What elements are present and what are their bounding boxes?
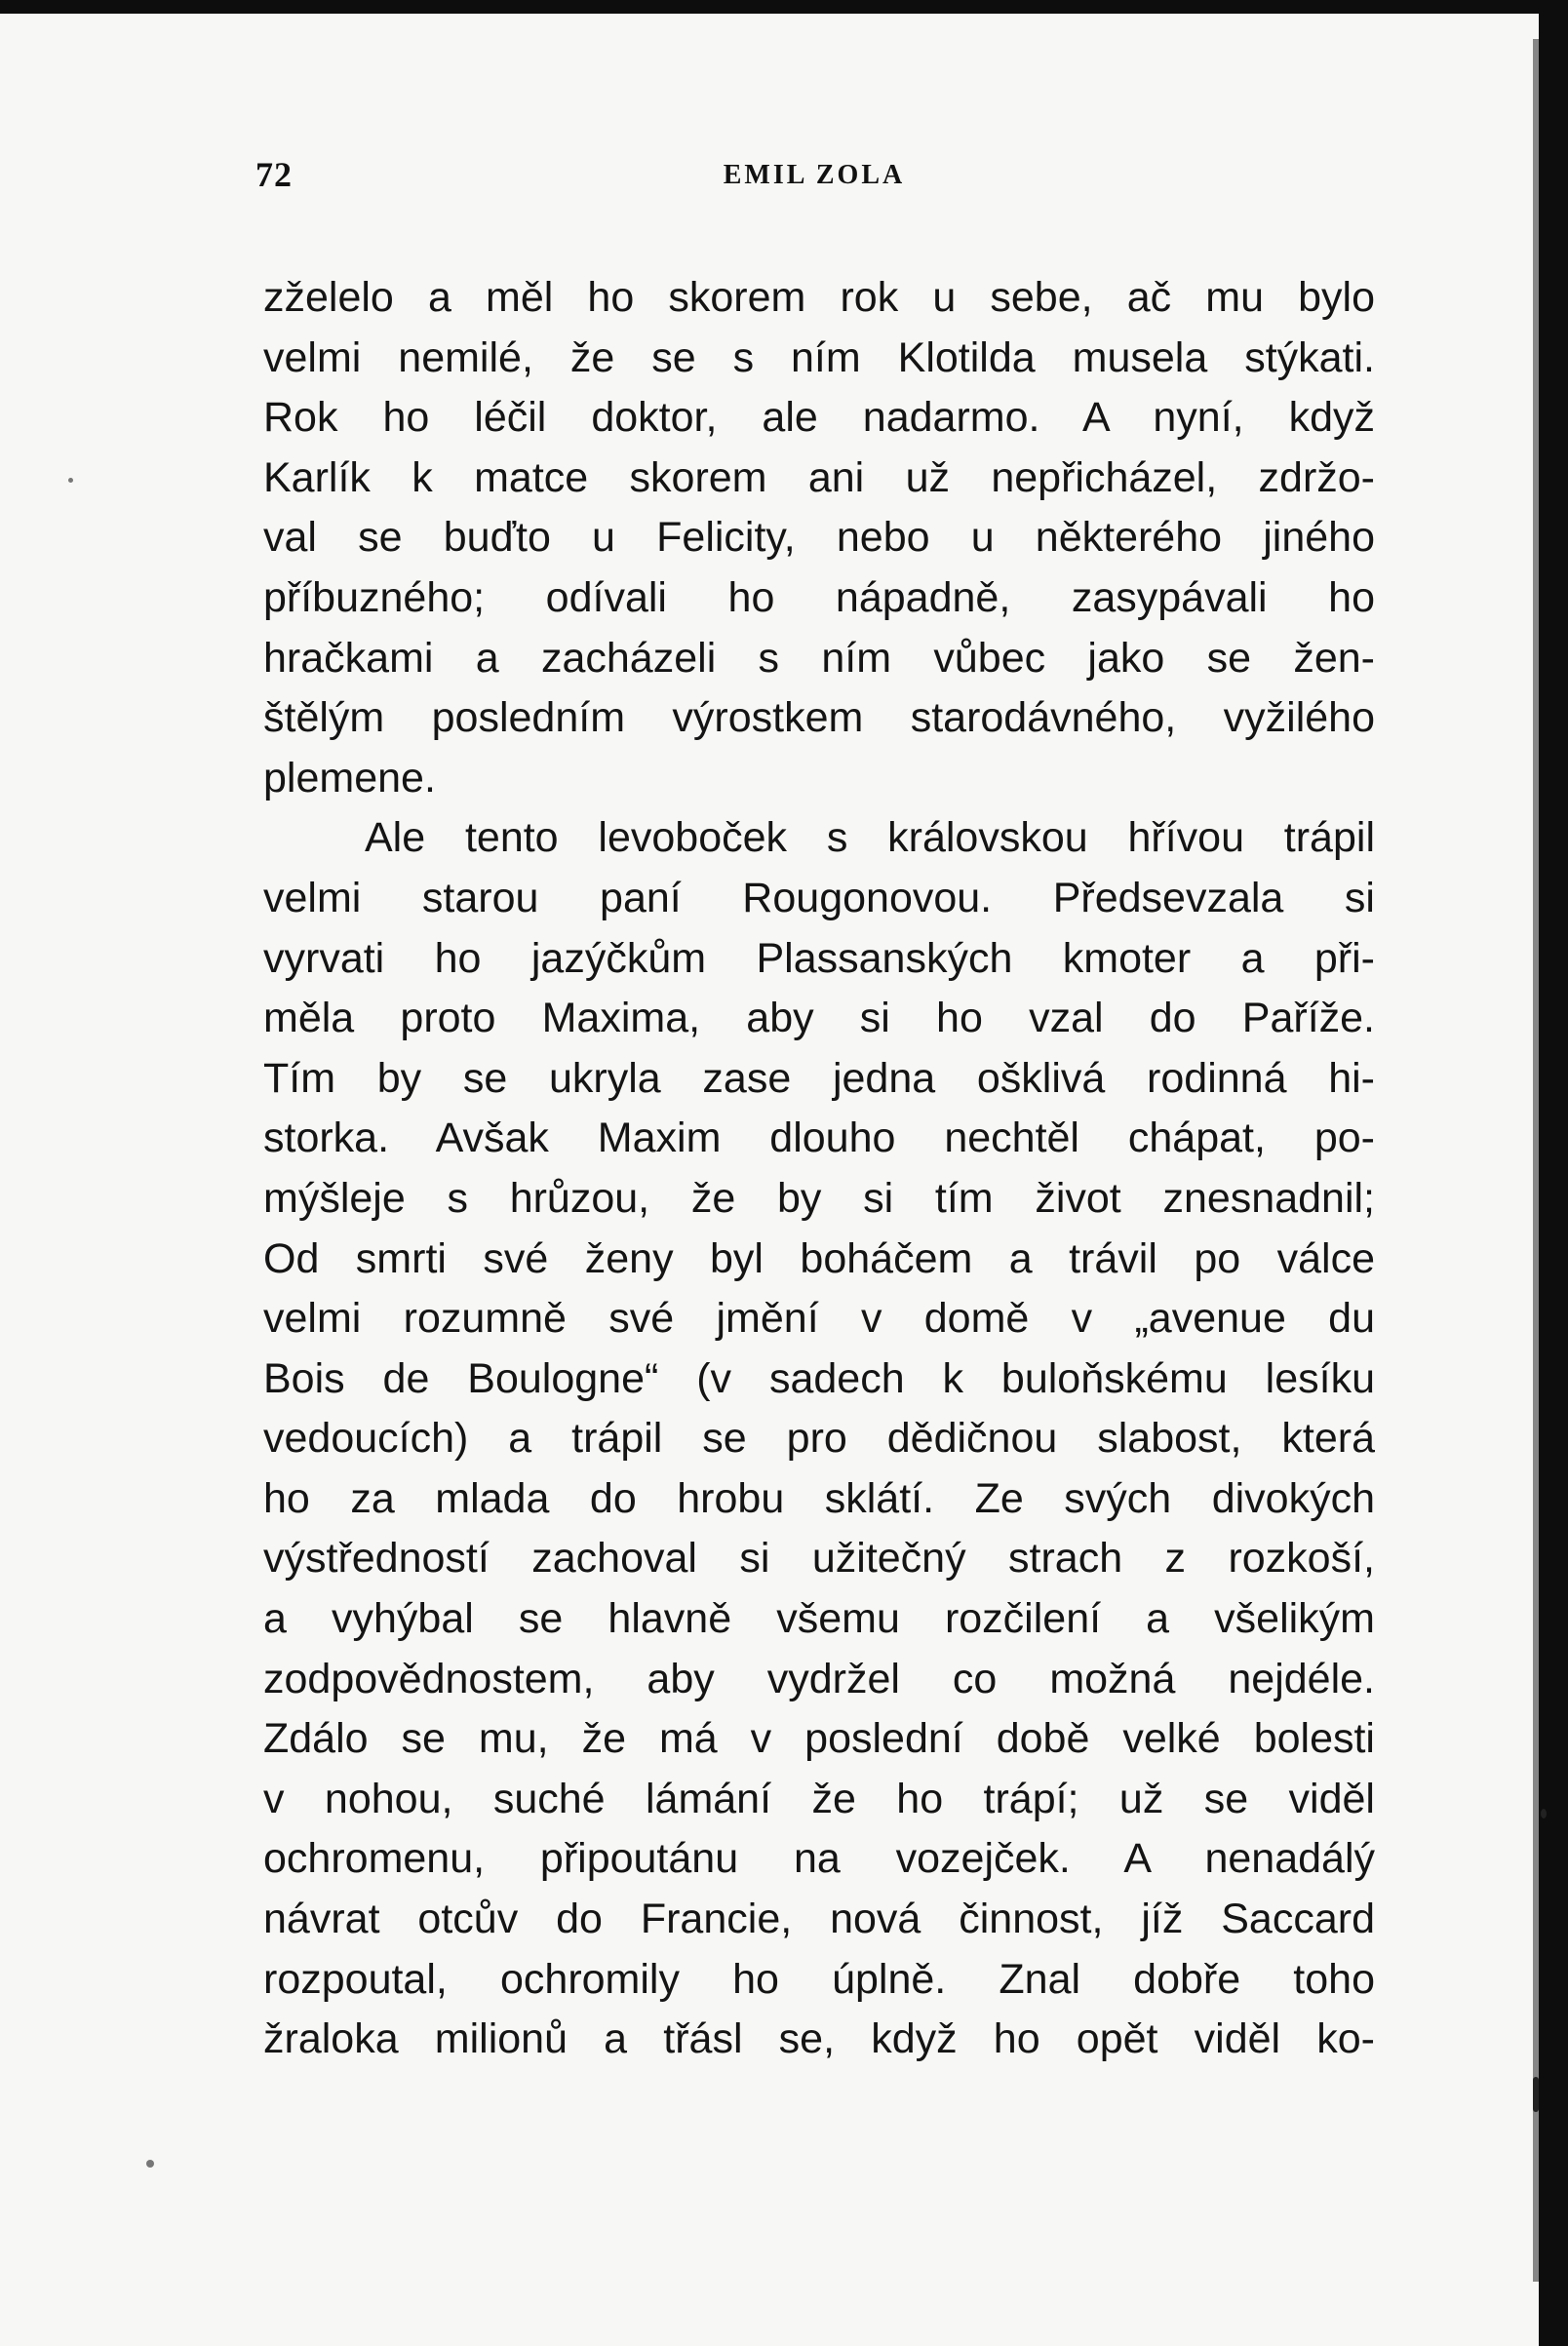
text-line: Karlík k matce skorem ani už nepřicházel, zdržo- bbox=[263, 453, 1375, 501]
scan-border-right bbox=[1539, 0, 1568, 2346]
text-line: Od smrti své ženy byl boháčem a trávil po válce bbox=[263, 1234, 1375, 1282]
scan-speck bbox=[1533, 2077, 1539, 2112]
text-line: mýšleje s hrůzou, že by si tím život znesnadnil; bbox=[263, 1174, 1375, 1222]
text-line: návrat otcův do Francie, nová činnost, jíž Saccard bbox=[263, 1896, 1375, 1943]
text-line: Bois de Boulogne“ (v sadech k buloňskému lesíku bbox=[263, 1354, 1375, 1402]
page-header bbox=[255, 154, 1373, 197]
text-line: žraloka milionů a třásl se, když ho opět viděl ko- bbox=[263, 2015, 1375, 2063]
text-line: velmi starou paní Rougonovou. Předsevzala si bbox=[263, 874, 1375, 921]
scan-speck bbox=[68, 478, 73, 483]
text-line: rozpoutal, ochromily ho úplně. Znal dobře toho bbox=[263, 1955, 1375, 2003]
text-line: plemene. bbox=[263, 754, 436, 802]
running-head: EMIL ZOLA bbox=[723, 160, 906, 190]
text-line: výstředností zachoval si užitečný strach z rozkoší, bbox=[263, 1535, 1375, 1583]
text-line: v nohou, suché lámání že ho trápí; už se viděl bbox=[263, 1775, 1375, 1822]
text-line: štělým posledním výrostkem starodávného, vyžilého bbox=[263, 694, 1375, 742]
text-line: měla proto Maxima, aby si ho vzal do Paříže. bbox=[263, 995, 1375, 1042]
scan-speck bbox=[1541, 1809, 1547, 1818]
page-number: 72 bbox=[255, 155, 293, 194]
text-line: Rok ho léčil doktor, ale nadarmo. A nyní, když bbox=[263, 394, 1375, 442]
text-line: Ale tento levoboček s královskou hřívou trápil bbox=[365, 814, 1375, 862]
text-line: ho za mlada do hrobu sklátí. Ze svých divokých bbox=[263, 1474, 1375, 1522]
text-line: vyrvati ho jazýčkům Plassanských kmoter a při- bbox=[263, 934, 1375, 982]
scan-border-top bbox=[0, 0, 1568, 14]
scan-speck bbox=[146, 2160, 154, 2168]
text-line: velmi nemilé, že se s ním Klotilda musela stýkati. bbox=[263, 333, 1375, 381]
text-line: velmi rozumně své jmění v domě v „avenue du bbox=[263, 1295, 1375, 1343]
text-line: hračkami a zacházeli s ním vůbec jako se žen- bbox=[263, 634, 1375, 682]
text-line: a vyhýbal se hlavně všemu rozčilení a všelikým bbox=[263, 1595, 1375, 1643]
text-line: Tím by se ukryla zase jedna ošklivá rodinná hi- bbox=[263, 1054, 1375, 1102]
text-line: zželelo a měl ho skorem rok u sebe, ač mu bylo bbox=[263, 274, 1375, 321]
text-line: Zdálo se mu, že má v poslední době velké bolesti bbox=[263, 1715, 1375, 1763]
text-line: vedoucích) a trápil se pro dědičnou slabost, která bbox=[263, 1415, 1375, 1463]
text-line: ochromenu, připoutánu na vozejček. A nenadálý bbox=[263, 1835, 1375, 1883]
text-line: val se buďto u Felicity, nebo u některého jiného bbox=[263, 514, 1375, 562]
body-text bbox=[263, 268, 1375, 2070]
text-line: příbuzného; odívali ho nápadně, zasypávali ho bbox=[263, 573, 1375, 621]
text-line: zodpovědnostem, aby vydržel co možná nejdéle. bbox=[263, 1655, 1375, 1702]
text-line: storka. Avšak Maxim dlouho nechtěl chápat, po- bbox=[263, 1114, 1375, 1162]
